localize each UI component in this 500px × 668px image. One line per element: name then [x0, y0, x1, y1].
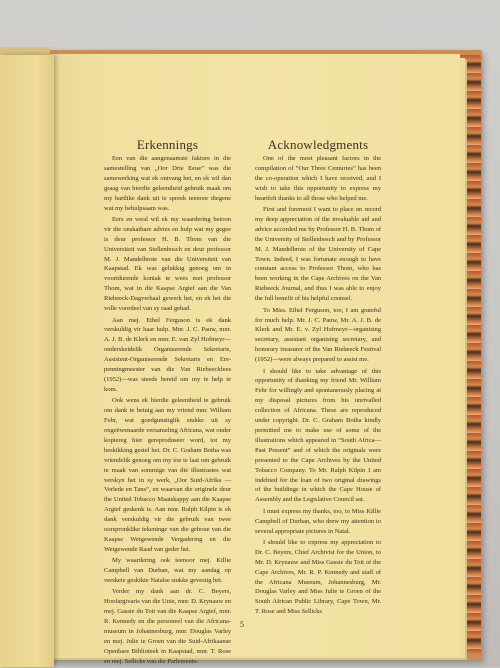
paragraph: Verder my dank aan dr. C. Beyers, Hoofargivaris van die Unie, mnr. D. Krynauw en mej. Gassie du Toit van die Kaapse Argief, mnr. R. Kennedy en die personeel van die Africana-museum in Johannesburg, mnr. Douglas Varley en mej. Julie te Groen van die Suid-Afrikaanse Openbare Biblioteek in Kaapstad, mnr. T. Rose en mej. Sellicks van die Parlements- — [104, 588, 231, 665]
left-page-flap — [0, 55, 54, 667]
heading-english: Acknowledgments — [267, 137, 369, 152]
paragraph: Een van die aangenaamste faktore in die samestelling van „Oor Drie Eeue” was die samewerking wat ek ontvang het, en ek wil dan graag van hierdie geleentheid gebruik maak om my hartlike dank uit te spreek teenoor diegene wat my behulpsaam was. — [104, 155, 231, 212]
paragraph: First and foremost I want to place on record my deep appreciation of the invaluable aid and advice accorded me by Professor H. B. Thom of the University of Stellenbosch and by Professor M. J. Mandelbrote of the University of Cape Town. Indeed, I was fortunate enough to have constant access to Professor Thom, who has been working in the Cape Archives on the Van Riebeeck Journal, and thus I was able to enjoy the full benefit of his helpful counsel. — [255, 206, 381, 303]
heading-afrikaans: Erkennings — [136, 137, 199, 152]
paragraph: To Miss. Ethel Ferguson, too, I am grateful for much help. Mr. J. C. Pauw, Mr. A. J. B. de Klerk and Mr. E. v. Zyl Hofmeyr—organising secretary, assistant organising secretary, and honorary treasurer of the Van Riebeeck Festival (1952)—were always prepared to assist me. — [255, 306, 381, 364]
paragraph: Eers en veral wil ek my waardering betoon vir die onskatbare advies en hulp wat my gegee is deur professor H. B. Thom van die Universiteit van Stellenbosch en deur professor M. J. Mandelbrote van die Universiteit van Kaapstad. Ek was gelukkig genoeg om in voortdurende kontak te wees met professor Thom, wat in die Kaapse Argief aan die Van Riebeeck-Dagverhaal gewerk het, en ek het die volle voordeel van sy raad gehad. — [104, 215, 231, 313]
paragraph: I should like to express my appreciation to Dr. C. Beyers, Chief Archivist for the Union, to Mr. D. Krynauw and Miss Gassie du Toit of the Cape Archives, Mr. R. P. Kennedy and staff of the Africana Museum, Johannesburg, Mr. Douglas Varley and Miss Julie te Groen of the South African Public Library, Cape Town, Mr. T. Rose and Miss Sellicks — [255, 538, 381, 616]
paragraph: One of the most pleasant factors in the compilation of “Our Three Centuries” has been the co-operation which I have received, and I wish to take this opportunity to express my heartfelt thanks to all those who helped me. — [255, 155, 381, 202]
paragraph: Aan mej. Ethel Ferguson is ek dank verskuldig vir haar hulp. Mnr. J. C. Pauw, mnr. A. J. B. de Klerk en mnr. E. van Zyl Hofmeyr—onderskeidelik Organiserende Sekretaris, Assistent-Organiserende Sekretaris en Ere-penningmeester van die Van Riebeeckfees (1952)—was steeds bereid om my te help te kom. — [104, 316, 231, 393]
paragraph: I should like to take advantage of this opportunity of thanking my friend Mr. William Fehr for willingly and spontaneously placing at my disposal pictures from his unrivalled collection of Africana. These are reproduced under copyright. Dr. C. Graham Botha kindly permitted me to make use of some of the illustrations which appeared in “South Africa—Past Present” and of which the originals were presented to the Cape Archives by the United Tobacco Company. To Mr. Ralph Kilpin I am indebted for the loan of two original drawings of the buildings in which the Cape House of Assembly and the Legislative Council sat. — [255, 367, 381, 504]
paragraph: Ook wens ek hierdie geleentheid te gebruik om dank te betuig aan my vriend mnr. William Fehr, wat goedgunstiglik stukke uit sy ongeëwenaarde versameling Africana, wat onder kopiereg hier gereproduseer word, tot my beskikking gestel het. Dr. C. Graham Botha was vriendelik genoeg om my toe te laat om gebruik te maak van sommige van die illustrasies wat verskyn het in sy werk, „Oor Suid-Afrika —Verlede en Tans”, en waarvan die originele deur the United Tobacco Maatskappy aan die Kaapse Argief geskenk is. Aan mnr. Ralph Kilpin is ek dank verskuldig vir die gebruik van twee oorspronklike tekeninge van die geboue van die Kaapse Wetgewende Vergadering en die Wetgewende Raad van geder het. — [104, 397, 231, 553]
afrikaans-column — [104, 154, 231, 668]
english-column — [255, 154, 381, 619]
paragraph: My waardering ook teenoor mej. Killie Campbell van Durban, wat my aandag op verskeie geskikte Natalse stukke gevestig het. — [104, 557, 231, 585]
page-number: 5 — [240, 620, 244, 629]
paragraph: I must express my thanks, too, to Miss Killie Campbell of Durban, who drew my attention to several appropriate pictures in Natal. — [255, 507, 381, 535]
